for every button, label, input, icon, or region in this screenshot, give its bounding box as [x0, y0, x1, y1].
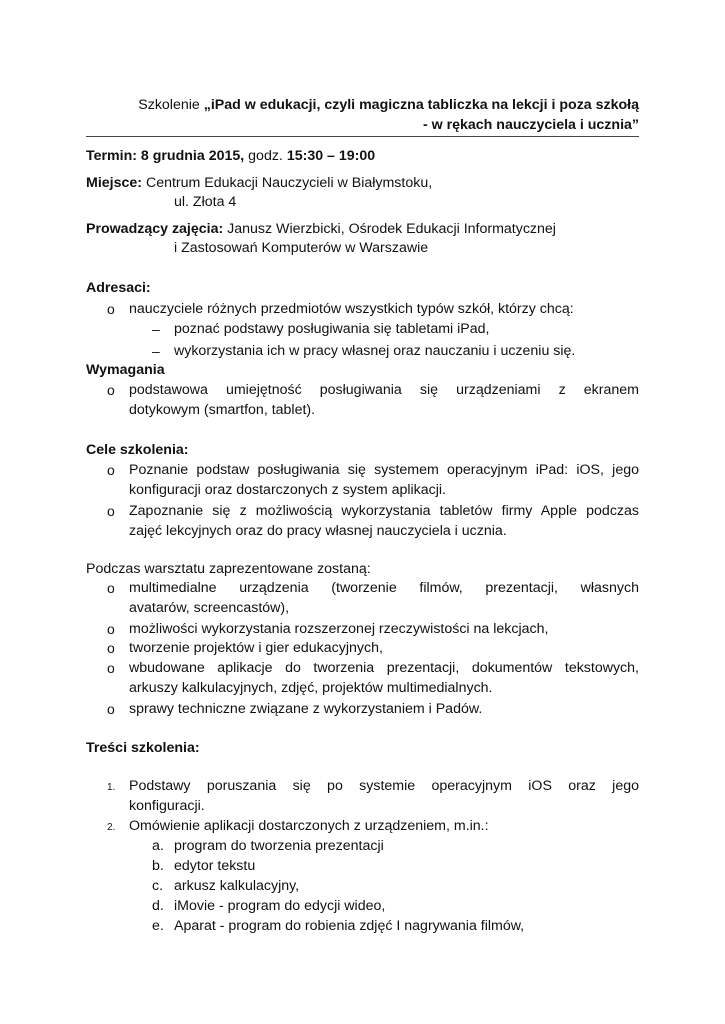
termin-label: Termin: 8 grudnia 2015,	[86, 148, 245, 164]
warsztat-item-4-line-2: arkuszy kalkulacyjnych, zdjęć, projektów multimedialnych.	[129, 680, 493, 696]
tresci-sub-d: iMovie - program do edycji wideo,	[174, 898, 386, 914]
wymagania-item-line-2: dotykowym (smartfon, tablet).	[129, 402, 316, 418]
tresci-heading: Treści szkolenia:	[86, 740, 200, 756]
tresci-sub-c: arkusz kalkulacyjny,	[174, 878, 300, 894]
tresci-sub-letter-d: d.	[152, 898, 164, 914]
termin-line	[86, 146, 375, 166]
warsztat-item-5: sprawy techniczne związane z wykorzystaniem i Padów.	[129, 701, 483, 717]
bullet-marker: o	[107, 301, 115, 317]
header-line-1	[86, 95, 639, 115]
bullet-marker: o	[107, 621, 115, 637]
wymagania-heading: Wymagania	[86, 362, 165, 378]
wymagania-item-line-1: podstawowa umiejętność posługiwania się urządzeniami z ekranem	[129, 382, 639, 398]
document-header	[86, 95, 639, 135]
adresaci-sub-2: wykorzystania ich w pracy własnej oraz nauczaniu i uczeniu się.	[174, 343, 576, 359]
tresci-item-2: Omówienie aplikacji dostarczonych z urządzeniem, m.in.:	[129, 818, 489, 834]
header-title-line-1: „iPad w edukacji, czyli magiczna tabliczka na lekcji i poza szkołą	[203, 97, 639, 113]
header-prefix: Szkolenie	[138, 97, 204, 113]
miejsce-line-2: ul. Złota 4	[174, 194, 237, 210]
adresaci-heading: Adresaci:	[86, 280, 151, 296]
bullet-marker: o	[107, 660, 115, 676]
tresci-item-1-number: 1.	[107, 782, 116, 793]
cele-item-2-line-2: zajęć lekcyjnych oraz do pracy własnej nauczyciela i ucznia.	[129, 523, 507, 539]
warsztat-item-1-line-1: multimedialne urządzenia (tworzenie filmów, prezentacji, własnych	[129, 580, 639, 596]
cele-item-1-line-2: konfiguracji oraz dostarczonych z system aplikacji.	[129, 482, 446, 498]
header-divider	[86, 136, 639, 137]
tresci-sub-letter-b: b.	[152, 858, 164, 874]
bullet-marker: o	[107, 640, 115, 656]
tresci-sub-letter-e: e.	[152, 918, 164, 934]
termin-godz: godz.	[244, 148, 287, 164]
header-line-2	[86, 115, 639, 135]
miejsce-line-1: Centrum Edukacji Nauczycieli w Białymstoku,	[142, 175, 433, 191]
adresaci-item: nauczyciele różnych przedmiotów wszystkich typów szkół, którzy chcą:	[129, 301, 574, 317]
dash-marker: –	[152, 321, 160, 337]
warsztat-item-1-line-2: avatarów, screencastów),	[129, 600, 290, 616]
miejsce-label: Miejsce:	[86, 175, 142, 191]
tresci-sub-letter-a: a.	[152, 838, 164, 854]
warsztat-item-4-line-1: wbudowane aplikacje do tworzenia prezentacji, dokumentów tekstowych,	[129, 660, 639, 676]
tresci-sub-b: edytor tekstu	[174, 858, 256, 874]
tresci-item-2-number: 2.	[107, 822, 116, 833]
cele-heading: Cele szkolenia:	[86, 442, 189, 458]
termin-time: 15:30 – 19:00	[286, 148, 376, 164]
tresci-item-1-line-1: Podstawy poruszania się po systemie operacyjnym iOS oraz jego	[129, 778, 639, 794]
tresci-sub-a: program do tworzenia prezentacji	[174, 838, 384, 854]
tresci-item-1-line-2: konfiguracji.	[129, 798, 205, 814]
miejsce-line	[86, 173, 432, 193]
prowadzacy-line-1: Janusz Wierzbicki, Ośrodek Edukacji Informatycznej	[223, 221, 556, 237]
bullet-marker: o	[107, 701, 115, 717]
bullet-marker: o	[107, 462, 115, 478]
prowadzacy-label: Prowadzący zajęcia:	[86, 221, 224, 237]
warsztat-item-3: tworzenie projektów i gier edukacyjnych,	[129, 640, 383, 656]
bullet-marker: o	[107, 503, 115, 519]
tresci-sub-e: Aparat - program do robienia zdjęć I nagrywania filmów,	[174, 918, 525, 934]
cele-item-1-line-1: Poznanie podstaw posługiwania się systemem operacyjnym iPad: iOS, jego	[129, 462, 639, 478]
bullet-marker: o	[107, 382, 115, 398]
adresaci-sub-1: poznać podstawy posługiwania się tabletami iPad,	[174, 321, 490, 337]
dash-marker: –	[152, 343, 160, 359]
header-title-line-2: - w rękach nauczyciela i ucznia”	[422, 117, 639, 133]
bullet-marker: o	[107, 580, 115, 596]
prowadzacy-line-2: i Zastosowań Komputerów w Warszawie	[174, 240, 429, 256]
prowadzacy-line	[86, 219, 556, 239]
cele-item-2-line-1: Zapoznanie się z możliwością wykorzystania tabletów firmy Apple podczas	[129, 503, 639, 519]
warsztat-item-2: możliwości wykorzystania rozszerzonej rzeczywistości na lekcjach,	[129, 621, 549, 637]
tresci-sub-letter-c: c.	[152, 878, 164, 894]
warsztat-intro: Podczas warsztatu zaprezentowane zostaną:	[86, 561, 371, 577]
